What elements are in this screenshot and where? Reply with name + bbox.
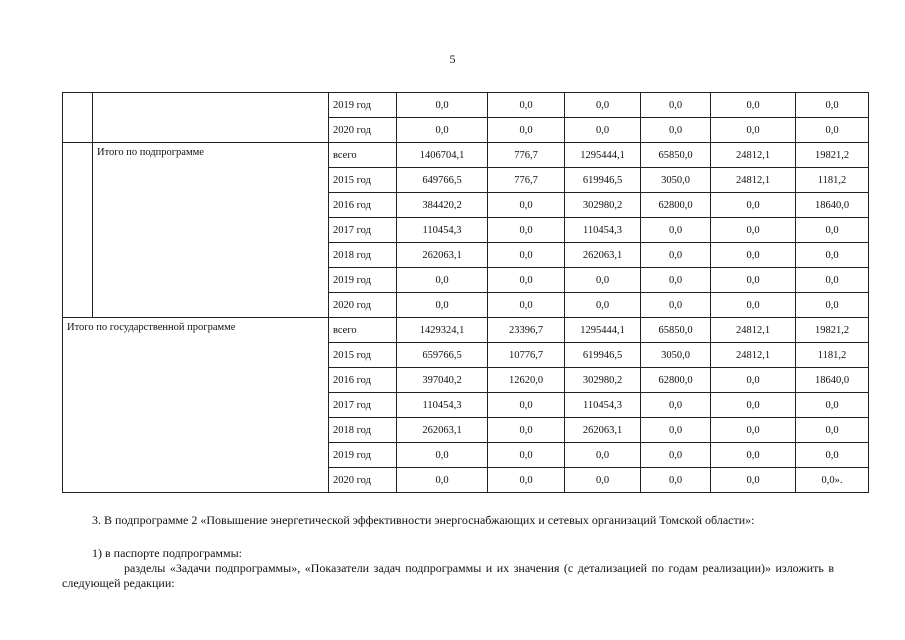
- paragraph-passport: 1) в паспорте подпрограммы:: [92, 546, 243, 560]
- budget-table: [62, 92, 869, 493]
- budget-table-body: [63, 93, 869, 493]
- table-cell-value: 65850,0: [641, 318, 711, 343]
- table-cell-value: 110454,3: [565, 393, 641, 418]
- table-cell-value: 0,0: [488, 218, 565, 243]
- table-cell-year: 2016 год: [329, 193, 397, 218]
- table-cell-value: 0,0: [641, 93, 711, 118]
- table-cell-value: 0,0: [796, 418, 869, 443]
- table-cell-value: 19821,2: [796, 318, 869, 343]
- table-cell-value: 0,0: [711, 418, 796, 443]
- table-cell-value: 0,0: [397, 118, 488, 143]
- table-cell-value: 1429324,1: [397, 318, 488, 343]
- table-cell-value: 262063,1: [397, 418, 488, 443]
- table-cell-value: 0,0: [488, 268, 565, 293]
- table-cell-value: 3050,0: [641, 343, 711, 368]
- table-cell-value: 0,0: [641, 418, 711, 443]
- table-row: [63, 318, 869, 343]
- table-cell-value: 62800,0: [641, 193, 711, 218]
- program-total-label: Итого по государственной программе: [63, 318, 329, 493]
- table-cell-empty: [63, 93, 93, 143]
- table-cell-value: 0,0: [641, 443, 711, 468]
- table-cell-value: 19821,2: [796, 143, 869, 168]
- table-cell-value: 0,0: [641, 393, 711, 418]
- table-cell-value: 0,0: [488, 468, 565, 493]
- table-cell-value: 0,0: [565, 293, 641, 318]
- table-cell-value: 0,0: [711, 243, 796, 268]
- table-cell-year: 2016 год: [329, 368, 397, 393]
- table-cell-value: 24812,1: [711, 168, 796, 193]
- table-cell-value: 0,0: [488, 393, 565, 418]
- table-cell-value: 0,0».: [796, 468, 869, 493]
- table-cell-value: 1295444,1: [565, 143, 641, 168]
- table-cell-value: 18640,0: [796, 368, 869, 393]
- table-cell-value: 0,0: [711, 393, 796, 418]
- table-cell-value: 0,0: [641, 468, 711, 493]
- table-cell-year: 2015 год: [329, 343, 397, 368]
- table-cell-year: 2019 год: [329, 443, 397, 468]
- table-cell-value: 649766,5: [397, 168, 488, 193]
- table-cell-value: 1181,2: [796, 168, 869, 193]
- table-cell-value: 0,0: [397, 293, 488, 318]
- table-cell-year: 2018 год: [329, 243, 397, 268]
- table-cell-value: 619946,5: [565, 168, 641, 193]
- table-cell-value: 0,0: [711, 118, 796, 143]
- table-cell-value: 110454,3: [397, 218, 488, 243]
- table-cell-value: 0,0: [488, 193, 565, 218]
- table-cell-year: 2017 год: [329, 393, 397, 418]
- table-cell-value: 302980,2: [565, 368, 641, 393]
- table-cell-value: 10776,7: [488, 343, 565, 368]
- table-cell-year: 2019 год: [329, 268, 397, 293]
- table-cell-value: 0,0: [565, 268, 641, 293]
- table-cell-value: 0,0: [397, 93, 488, 118]
- paragraph-sections: разделы «Задачи подпрограммы», «Показатели задач подпрограммы и их значения (с детализацией по годам реализации)» изложить в следующей редакции:: [62, 561, 834, 590]
- table-cell-year: 2019 год: [329, 93, 397, 118]
- table-cell-year: 2020 год: [329, 118, 397, 143]
- table-cell-value: 24812,1: [711, 343, 796, 368]
- table-cell-value: 12620,0: [488, 368, 565, 393]
- table-cell-value: 262063,1: [565, 418, 641, 443]
- table-cell-value: 3050,0: [641, 168, 711, 193]
- table-cell-value: 397040,2: [397, 368, 488, 393]
- table-cell-value: 0,0: [711, 293, 796, 318]
- table-cell-value: 262063,1: [565, 243, 641, 268]
- table-cell-value: 0,0: [711, 468, 796, 493]
- table-cell-value: 0,0: [641, 218, 711, 243]
- table-cell-empty: [63, 143, 93, 318]
- subprogram-total-label: Итого по подпрограмме: [93, 143, 329, 318]
- table-cell-value: 0,0: [565, 93, 641, 118]
- table-cell-value: 24812,1: [711, 143, 796, 168]
- table-cell-value: 23396,7: [488, 318, 565, 343]
- table-cell-value: 776,7: [488, 168, 565, 193]
- table-cell-year: всего: [329, 143, 397, 168]
- table-cell-value: 0,0: [565, 468, 641, 493]
- table-cell-value: 0,0: [711, 193, 796, 218]
- table-cell-value: 0,0: [488, 293, 565, 318]
- table-cell-year: 2020 год: [329, 293, 397, 318]
- table-cell-value: 0,0: [711, 93, 796, 118]
- table-cell-value: 0,0: [397, 268, 488, 293]
- table-cell-value: 0,0: [711, 218, 796, 243]
- table-cell-value: 0,0: [641, 268, 711, 293]
- table-cell-value: 776,7: [488, 143, 565, 168]
- table-cell-value: 0,0: [796, 218, 869, 243]
- table-row: [63, 93, 869, 118]
- table-cell-value: 0,0: [565, 443, 641, 468]
- table-cell-value: 0,0: [488, 243, 565, 268]
- table-cell-value: 0,0: [641, 118, 711, 143]
- table-cell-value: 62800,0: [641, 368, 711, 393]
- table-cell-value: 0,0: [641, 243, 711, 268]
- paragraph-subprogram-2: 3. В подпрограмме 2 «Повышение энергетической эффективности энергоснабжающих и сетевых организаций Томской области»:: [92, 513, 755, 527]
- table-cell-year: всего: [329, 318, 397, 343]
- table-cell-value: 110454,3: [397, 393, 488, 418]
- table-cell-value: 0,0: [711, 443, 796, 468]
- table-cell-value: 0,0: [397, 468, 488, 493]
- table-cell-value: 0,0: [796, 243, 869, 268]
- table-cell-value: 262063,1: [397, 243, 488, 268]
- table-cell-year: 2017 год: [329, 218, 397, 243]
- table-cell-value: 619946,5: [565, 343, 641, 368]
- table-cell-empty: [93, 93, 329, 143]
- table-cell-value: 0,0: [565, 118, 641, 143]
- table-cell-value: 302980,2: [565, 193, 641, 218]
- table-cell-value: 110454,3: [565, 218, 641, 243]
- table-cell-value: 0,0: [488, 443, 565, 468]
- table-cell-value: 0,0: [796, 393, 869, 418]
- table-cell-year: 2015 год: [329, 168, 397, 193]
- table-cell-value: 0,0: [796, 443, 869, 468]
- table-cell-value: 0,0: [641, 293, 711, 318]
- table-cell-value: 0,0: [796, 293, 869, 318]
- table-cell-value: 0,0: [488, 418, 565, 443]
- table-cell-value: 1295444,1: [565, 318, 641, 343]
- table-cell-value: 65850,0: [641, 143, 711, 168]
- table-cell-value: 0,0: [796, 93, 869, 118]
- table-cell-value: 18640,0: [796, 193, 869, 218]
- table-row: [63, 143, 869, 168]
- table-cell-value: 0,0: [796, 118, 869, 143]
- table-cell-value: 1406704,1: [397, 143, 488, 168]
- table-cell-value: 24812,1: [711, 318, 796, 343]
- table-cell-value: 1181,2: [796, 343, 869, 368]
- table-cell-value: 0,0: [796, 268, 869, 293]
- table-cell-year: 2018 год: [329, 418, 397, 443]
- table-cell-value: 0,0: [711, 368, 796, 393]
- table-cell-value: 0,0: [488, 93, 565, 118]
- table-cell-value: 0,0: [397, 443, 488, 468]
- page-number: 5: [449, 52, 456, 66]
- table-cell-value: 0,0: [711, 268, 796, 293]
- table-cell-value: 659766,5: [397, 343, 488, 368]
- table-cell-value: 384420,2: [397, 193, 488, 218]
- table-cell-value: 0,0: [488, 118, 565, 143]
- table-cell-year: 2020 год: [329, 468, 397, 493]
